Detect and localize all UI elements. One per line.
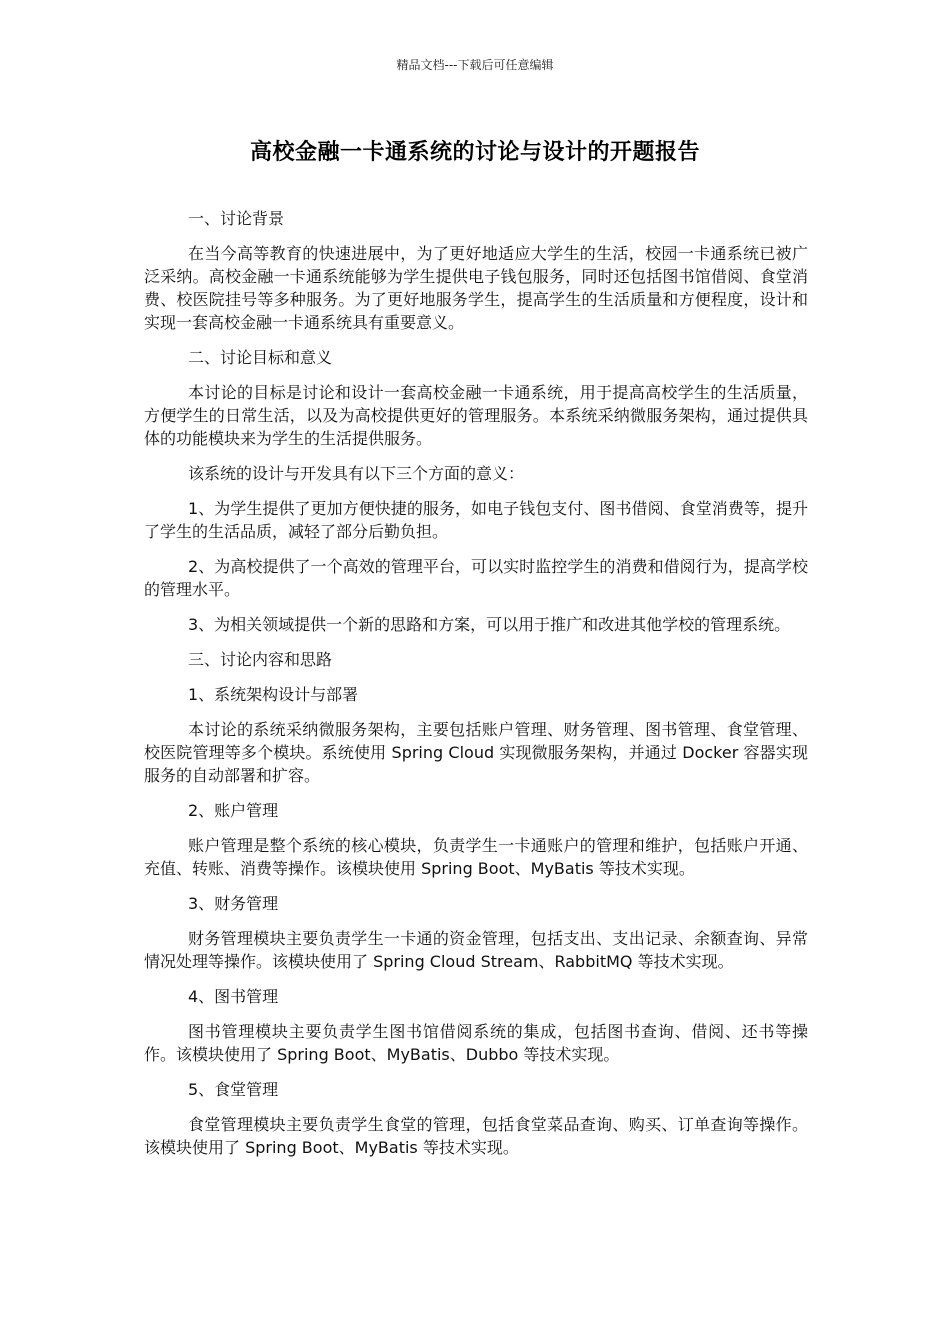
paragraph-architecture: 本讨论的系统采纳微服务架构，主要包括账户管理、财务管理、图书管理、食堂管理、校医院管理等多个模块。系统使用 Spring Cloud 实现微服务架构，并通过 Docker 容器实现服务的自动部署和扩容。 [144,720,808,785]
paragraph-significance-3: 3、为相关领域提供一个新的思路和方案，可以用于推广和改进其他学校的管理系统。 [188,615,791,634]
subheading-library: 4、图书管理 [188,987,279,1006]
document-body [144,207,808,1171]
subheading-canteen: 5、食堂管理 [188,1080,279,1099]
page-header-watermark: 精品文档---下载后可任意编辑 [396,58,554,72]
paragraph-significance-1: 1、为学生提供了更加方便快捷的服务，如电子钱包支付、图书借阅、食堂消费等，提升了学生的生活品质，减轻了部分后勤负担。 [144,499,808,541]
subheading-account: 2、账户管理 [188,801,279,820]
section-heading-content: 三、讨论内容和思路 [188,650,333,669]
document-title: 高校金融一卡通系统的讨论与设计的开题报告 [249,140,700,165]
paragraph-background: 在当今高等教育的快速进展中，为了更好地适应大学生的生活，校园一卡通系统已被广泛采纳。高校金融一卡通系统能够为学生提供电子钱包服务，同时还包括图书馆借阅、食堂消费、校医院挂号等多种服务。为了更好地服务学生，提高学生的生活质量和方便程度，设计和实现一套高校金融一卡通系统具有重要意义。 [144,244,808,332]
paragraph-finance: 财务管理模块主要负责学生一卡通的资金管理，包括支出、支出记录、余额查询、异常情况处理等操作。该模块使用了 Spring Cloud Stream、RabbitMQ 等技术实现。 [144,929,808,971]
paragraph-goals: 本讨论的目标是讨论和设计一套高校金融一卡通系统，用于提高高校学生的生活质量，方便学生的日常生活，以及为高校提供更好的管理服务。本系统采纳微服务架构，通过提供具体的功能模块来为学生的生活提供服务。 [144,383,808,448]
paragraph-canteen: 食堂管理模块主要负责学生食堂的管理，包括食堂菜品查询、购买、订单查询等操作。该模块使用了 Spring Boot、MyBatis 等技术实现。 [144,1115,808,1157]
subheading-finance: 3、财务管理 [188,894,279,913]
section-heading-background: 一、讨论背景 [188,209,285,228]
paragraph-library: 图书管理模块主要负责学生图书馆借阅系统的集成，包括图书查询、借阅、还书等操作。该模块使用了 Spring Boot、MyBatis、Dubbo 等技术实现。 [144,1022,808,1064]
paragraph-significance-2: 2、为高校提供了一个高效的管理平台，可以实时监控学生的消费和借阅行为，提高学校的管理水平。 [144,557,808,599]
paragraph-account: 账户管理是整个系统的核心模块，负责学生一卡通账户的管理和维护，包括账户开通、充值、转账、消费等操作。该模块使用 Spring Boot、MyBatis 等技术实现。 [144,836,808,878]
section-heading-goals: 二、讨论目标和意义 [188,348,333,367]
subheading-architecture: 1、系统架构设计与部署 [188,685,359,704]
paragraph-significance-intro: 该系统的设计与开发具有以下三个方面的意义： [188,464,525,483]
